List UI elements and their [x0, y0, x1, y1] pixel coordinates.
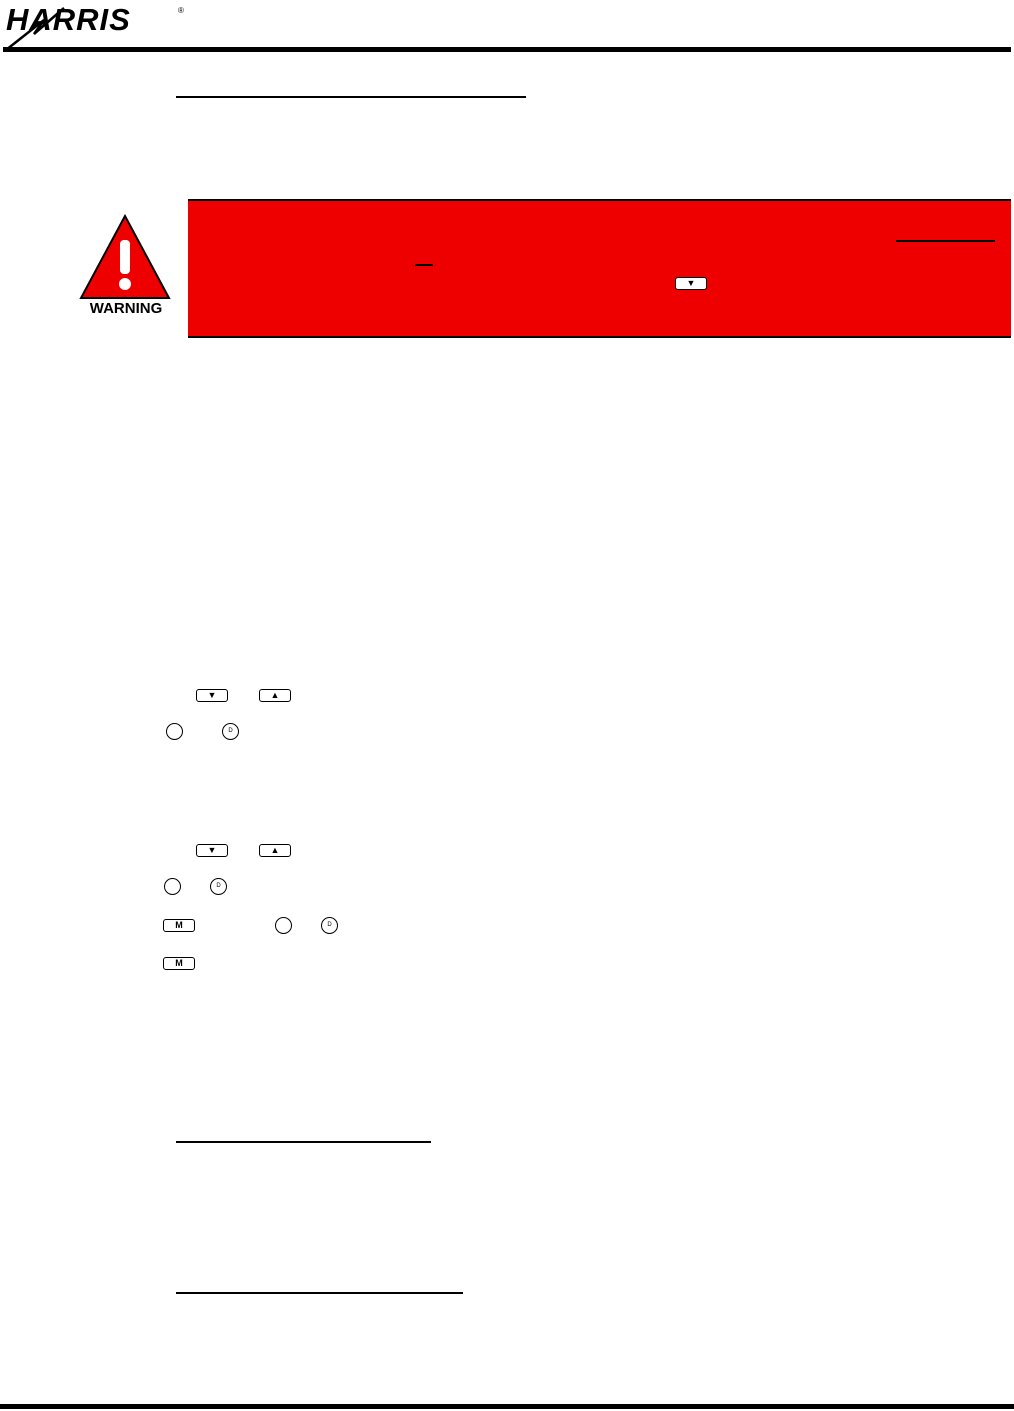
knob-icon: [166, 723, 183, 740]
knob-d-icon: D: [321, 917, 338, 934]
knob-d-icon: D: [222, 723, 239, 740]
logo-registered-mark: ®: [178, 6, 184, 15]
down-arrow-key-icon: ▼: [196, 844, 228, 857]
knob-d-icon: D: [210, 878, 227, 895]
up-arrow-key-icon: ▲: [259, 689, 291, 702]
warning-underline-1: [896, 240, 995, 242]
up-arrow-key-icon: ▲: [259, 844, 291, 857]
down-arrow-key-icon: ▼: [675, 277, 707, 290]
down-arrow-key-icon: ▼: [196, 689, 228, 702]
knob-icon: [275, 917, 292, 934]
menu-key-icon: M: [163, 957, 195, 970]
section-heading-underline: [176, 96, 526, 98]
menu-key-icon: M: [163, 919, 195, 932]
footer-rule: [0, 1404, 1014, 1409]
warning-label: WARNING: [89, 300, 163, 317]
warning-box: [188, 199, 1011, 338]
section-heading-underline: [176, 1292, 463, 1294]
header-rule: [3, 47, 1011, 52]
logo-text: HARRIS: [6, 2, 131, 37]
knob-icon: [164, 878, 181, 895]
warning-underline-2: [415, 264, 433, 266]
section-heading-underline: [176, 1141, 431, 1143]
